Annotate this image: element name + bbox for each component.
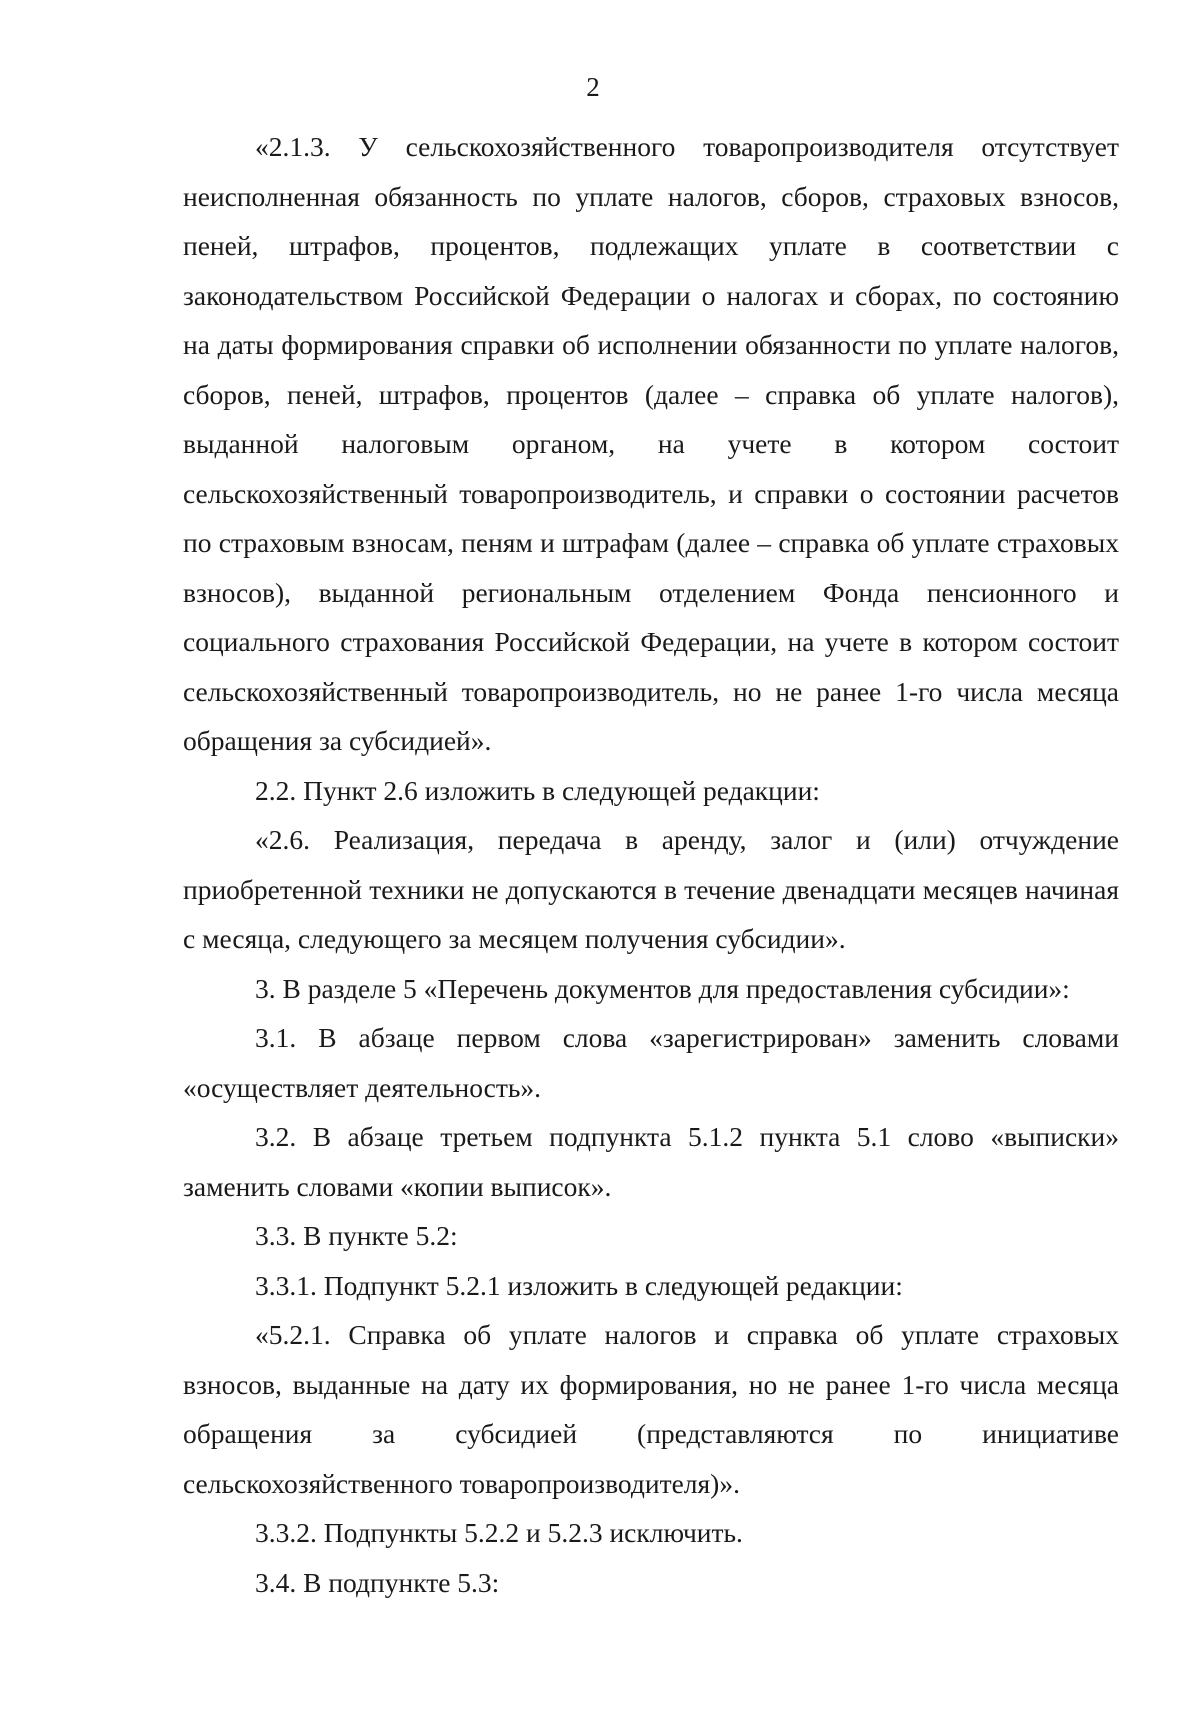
paragraph-3-3-2: 3.3.2. Подпункты 5.2.2 и 5.2.3 исключить. (255, 1517, 743, 1548)
page-number: 2 (586, 72, 600, 102)
paragraph-3-1: 3.1. В абзаце первом слова «зарегистрирован» заменить словами «осуществляет деятельность». (183, 1022, 1119, 1103)
paragraph-5-2-1: «5.2.1. Справка об уплате налогов и справка об уплате страховых взносов, выданные на дату их формирования, но не ранее 1-го числа месяца обращения за субсидией (представляются по инициативе сельскохозяйственного товаропроизводителя)». (183, 1319, 1119, 1499)
paragraph-3-3-1: 3.3.1. Подпункт 5.2.1 изложить в следующей редакции: (255, 1269, 903, 1301)
paragraph-3: 3. В разделе 5 «Перечень документов для предоставления субсидии»: (255, 972, 1070, 1004)
paragraph-2-1-3: «2.1.3. У сельскохозяйственного товаропроизводителя отсутствует неисполненная обязанность по уплате налогов, сборов, страховых взносов, пеней, штрафов, процентов, подлежащих уплате в соответствии с законодательством Российской Федерации о налогах и сборах, по состоянию на даты формирования справки об исполнении обязанности по уплате налогов, сборов, пеней, штрафов, процентов (далее – справка об уплате налогов), выданной налоговым органом, на учете в котором состоит сельскохозяйственный товаропроизводитель, и справки о состоянии расчетов по страховым взносам, пеням и штрафам (далее – справка об уплате страховых взносов), выданной региональным отделением Фонда пенсионного и социального страхования Российской Федерации, на учете в котором состоит сельскохозяйственный товаропроизводитель, но не ранее 1-го числа месяца обращения за субсидией». (183, 131, 1119, 756)
paragraph-2-2: 2.2. Пункт 2.6 изложить в следующей редакции: (255, 774, 820, 806)
paragraph-3-2: 3.2. В абзаце третьем подпункта 5.1.2 пункта 5.1 слово «выписки» заменить словами «копии выписок». (183, 1121, 1119, 1202)
paragraph-3-4: 3.4. В подпункте 5.3: (255, 1566, 500, 1598)
document-body (183, 122, 1119, 1607)
paragraph-2-6: «2.6. Реализация, передача в аренду, залог и (или) отчуждение приобретенной техники не допускаются в течение двенадцати месяцев начиная с месяца, следующего за месяцем получения субсидии». (183, 824, 1119, 954)
paragraph-3-3: 3.3. В пункте 5.2: (255, 1220, 458, 1251)
